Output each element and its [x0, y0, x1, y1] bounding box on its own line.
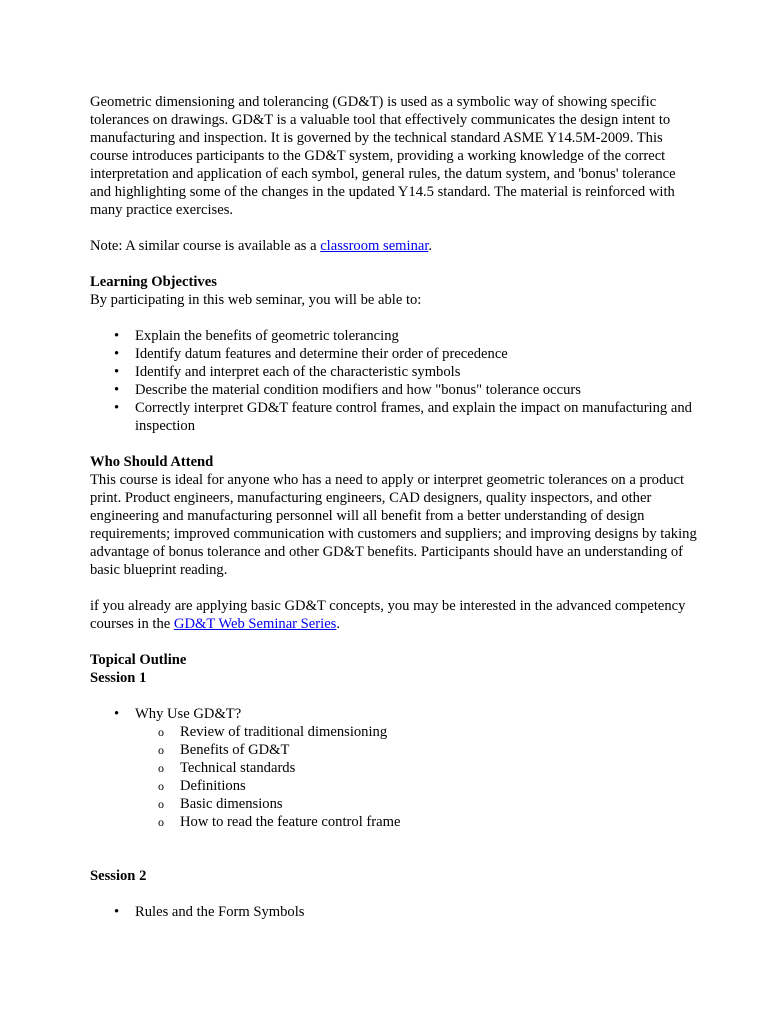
- list-item: o Definitions: [90, 777, 698, 795]
- session-2-list: [90, 903, 698, 921]
- list-item: • Rules and the Form Symbols: [90, 903, 698, 921]
- list-item: • Explain the benefits of geometric tolerancing: [90, 327, 698, 345]
- web-seminar-series-link[interactable]: GD&T Web Seminar Series: [173, 616, 337, 632]
- topical-outline-heading: Topical Outline: [90, 652, 187, 668]
- list-item: [90, 705, 698, 831]
- note-suffix: .: [428, 238, 433, 254]
- list-item: o How to read the feature control frame: [90, 813, 698, 831]
- session-1-heading: Session 1: [90, 670, 147, 686]
- classroom-seminar-link[interactable]: classroom seminar: [320, 238, 429, 254]
- list-item: o Benefits of GD&T: [90, 741, 698, 759]
- list-item: • Correctly interpret GD&T feature control frames, and explain the impact on manufacturing and inspection: [90, 399, 698, 435]
- note-prefix: Note: A similar course is available as a: [90, 238, 321, 254]
- attend-paragraph: This course is ideal for anyone who has a need to apply or interpret geometric tolerances on a product print. Product engineers, manufacturing engineers, CAD designers, quality inspectors, and other engineering and manufacturing personnel will all benefit from a better understanding of design requirements; improved communication with customers and suppliers; and improving designs by taking advantage of bonus tolerance and other GD&T benefits. Participants should have an understanding of basic blueprint reading.: [90, 472, 697, 578]
- who-should-attend-heading: Who Should Attend: [90, 454, 214, 470]
- spacer: [90, 849, 698, 867]
- objectives-lead: By participating in this web seminar, you will be able to:: [90, 292, 422, 308]
- intro-paragraph: Geometric dimensioning and tolerancing (GD&T) is used as a symbolic way of showing specific tolerances on drawings. GD&T is a valuable tool that effectively communicates the design intent to manufacturing and inspection. It is governed by the technical standard ASME Y14.5M-2009. This course introduces participants to the GD&T system, providing a working knowledge of the correct interpretation and application of each symbol, general rules, the datum system, and 'bonus' tolerance and highlighting some of the changes in the updated Y14.5 standard. The material is reinforced with many practice exercises.: [90, 94, 676, 218]
- session-2-heading: Session 2: [90, 868, 147, 884]
- session-1-list: [90, 705, 698, 831]
- session-1-topic: Why Use GD&T?: [135, 706, 242, 722]
- note-paragraph: [90, 237, 698, 255]
- list-item: • Describe the material condition modifiers and how "bonus" tolerance occurs: [90, 381, 698, 399]
- advanced-prefix: if you already are applying basic GD&T concepts, you may be interested in the advanced competency courses in the: [90, 598, 686, 632]
- list-item: o Review of traditional dimensioning: [90, 723, 698, 741]
- list-item: • Identify and interpret each of the characteristic symbols: [90, 363, 698, 381]
- session-1-sublist: [90, 723, 698, 831]
- list-item: o Technical standards: [90, 759, 698, 777]
- advanced-suffix: .: [336, 616, 341, 632]
- list-item: o Basic dimensions: [90, 795, 698, 813]
- advanced-paragraph: [90, 597, 698, 633]
- list-item: • Identify datum features and determine their order of precedence: [90, 345, 698, 363]
- objectives-list: [90, 327, 698, 435]
- learning-objectives-heading: Learning Objectives: [90, 274, 217, 290]
